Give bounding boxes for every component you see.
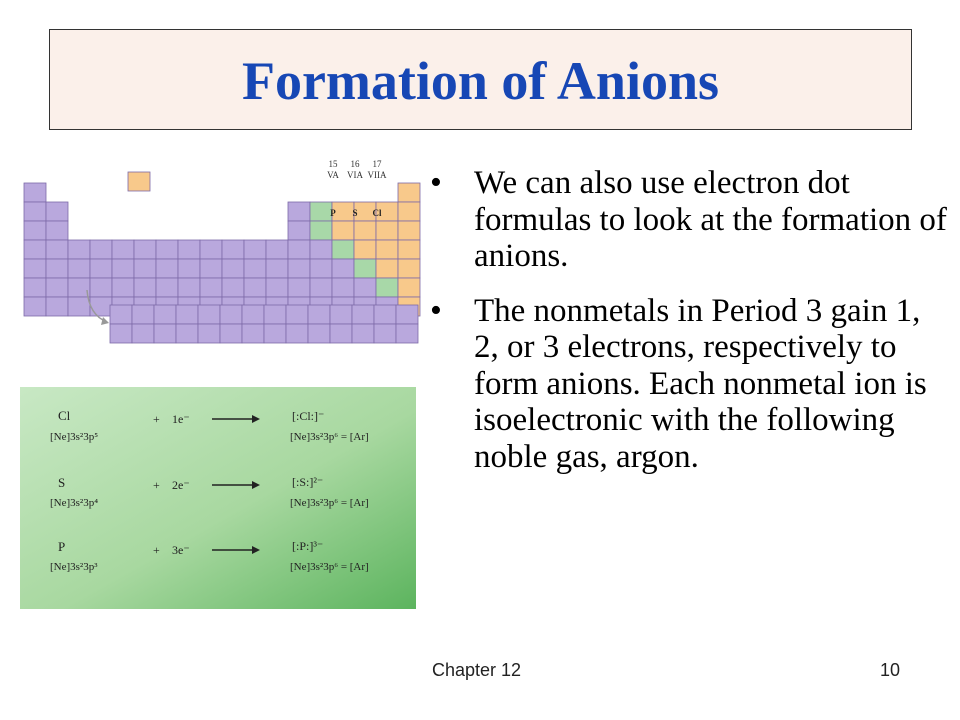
f-block-cell [198,305,220,324]
metal-cell [244,278,266,297]
nonmetal-cell [376,221,398,240]
metal-cell [90,240,112,259]
metal-cell [200,259,222,278]
equations-panel [20,387,416,609]
atom-p: P [58,539,66,554]
atom-cl-config: [Ne]3s²3p⁵ [50,431,99,443]
metal-cell [354,278,376,297]
plus-sign: + [153,412,160,426]
group-labels [327,159,387,180]
f-block-cell [220,305,242,324]
metal-cell [310,259,332,278]
metal-cell [244,259,266,278]
metalloid-cell [310,202,332,221]
slide-title: Formation of Anions [241,50,720,111]
atom-s: S [58,475,66,490]
ion-cl-config: [Ne]3s²3p⁶ = [Ar] [290,431,369,443]
nonmetal-cell [398,183,420,202]
metalloid-cell [332,240,354,259]
f-block-cell [132,305,154,324]
f-block-cell [132,324,154,343]
metal-cell [46,202,68,221]
metal-cell [156,240,178,259]
metal-cell [24,183,46,202]
nonmetal-cell [398,278,420,297]
nonmetal-cell [398,259,420,278]
periodic-table-figure [15,150,425,355]
metal-cell [288,259,310,278]
metal-cell [178,278,200,297]
f-block-cell [198,324,220,343]
ion-cl: [:Cl:]⁻ [292,409,325,423]
metal-cell [90,278,112,297]
ion-p: [:P:]³⁻ [292,539,324,553]
element-Cl: Cl [372,208,382,218]
metal-cell [24,297,46,316]
atom-p-config: [Ne]3s²3p³ [50,561,98,573]
metal-cell [134,259,156,278]
metal-cell [156,278,178,297]
floating-cube [128,172,150,191]
f-block-cell [176,305,198,324]
group-label-17-roman: VIIA [367,170,387,180]
f-block-cell [396,305,418,324]
nonmetal-cell [398,202,420,221]
bullet-text: The nonmetals in Period 3 gain 1, 2, or 3 electrons, respectively to form anions. Each nonmetal ion is isoelectronic with the following noble gas, argon. [474,292,927,475]
metal-cell [112,259,134,278]
f-block-cell [242,305,264,324]
f-block-cell [352,305,374,324]
group-label-15-roman: VA [327,170,339,180]
element-S: S [352,208,358,218]
electrons-2: 2e⁻ [172,478,190,492]
metal-cell [200,278,222,297]
group-label-15-num: 15 [328,159,338,169]
metal-cell [244,240,266,259]
f-block-cell [154,324,176,343]
group-label-16-roman: VIA [347,170,363,180]
footer-chapter: Chapter 12 [432,660,522,680]
metal-cell [90,297,112,316]
footer-page-number: 10 [880,660,901,680]
metal-cell [222,278,244,297]
metal-cell [332,259,354,278]
bullet-list [430,165,950,493]
f-block-cell [264,305,286,324]
f-block-cell [110,324,132,343]
plus-sign: + [153,543,160,557]
nonmetal-cell [354,240,376,259]
metal-cell [46,240,68,259]
f-block-cell [154,305,176,324]
metal-cell [24,202,46,221]
f-block-cell [110,305,132,324]
metal-cell [112,278,134,297]
ion-s: [:S:]²⁻ [292,475,324,489]
metal-cell [332,278,354,297]
f-block-cell [264,324,286,343]
nonmetal-cell [398,221,420,240]
metal-cell [46,259,68,278]
f-block-cell [374,305,396,324]
metal-cell [68,240,90,259]
nonmetal-cell [354,221,376,240]
metal-cell [266,278,288,297]
f-block-cell [220,324,242,343]
plus-sign: + [153,478,160,492]
metal-cell [68,259,90,278]
element-P: P [330,208,336,218]
metalloid-cell [310,221,332,240]
metal-cell [24,278,46,297]
f-block-cell [396,324,418,343]
f-block-cell [242,324,264,343]
metal-cell [266,240,288,259]
metalloid-cell [354,259,376,278]
metal-cell [90,259,112,278]
metal-cell [266,259,288,278]
arrowhead-icon [101,317,109,325]
metal-cell [288,221,310,240]
metal-cell [156,259,178,278]
group-label-16-num: 16 [350,159,360,169]
nonmetal-cell [376,259,398,278]
bullet-item [430,165,950,275]
atom-s-config: [Ne]3s²3p⁴ [50,497,99,509]
metalloid-cell [376,278,398,297]
f-block-cell [308,324,330,343]
metal-cell [134,278,156,297]
metal-cell [222,240,244,259]
metal-cell [24,240,46,259]
metal-cell [134,240,156,259]
f-block-cell [286,305,308,324]
metal-cell [68,278,90,297]
nonmetal-cell [332,221,354,240]
metal-cell [310,240,332,259]
metal-cell [68,297,90,316]
f-block-cell [330,305,352,324]
metal-cell [46,278,68,297]
metal-cell [178,240,200,259]
f-block-cell [352,324,374,343]
bullet-item [430,293,950,476]
metal-cell [24,259,46,278]
metal-cell [310,278,332,297]
metal-cell [112,240,134,259]
metal-cell [46,297,68,316]
electrons-1: 1e⁻ [172,412,190,426]
metal-cell [178,259,200,278]
metal-cell [46,221,68,240]
metal-cell [288,240,310,259]
group-label-17-num: 17 [372,159,382,169]
nonmetal-cell [376,240,398,259]
bullet-text: We can also use electron dot formulas to look at the formation of anions. [474,165,947,274]
metal-cell [288,278,310,297]
f-block-cell [330,324,352,343]
f-block-cell [308,305,330,324]
title-box [49,29,912,130]
bullet-dot: • [430,291,442,329]
metal-cell [200,240,222,259]
nonmetal-cell [398,240,420,259]
ion-p-config: [Ne]3s²3p⁶ = [Ar] [290,561,369,573]
f-block-cell [374,324,396,343]
electrons-3: 3e⁻ [172,543,190,557]
metal-cell [24,221,46,240]
atom-cl: Cl [58,408,71,423]
ion-s-config: [Ne]3s²3p⁶ = [Ar] [290,497,369,509]
metal-cell [222,259,244,278]
f-block-cell [286,324,308,343]
metal-cell [288,202,310,221]
bullet-dot: • [430,164,442,201]
f-block-cell [176,324,198,343]
